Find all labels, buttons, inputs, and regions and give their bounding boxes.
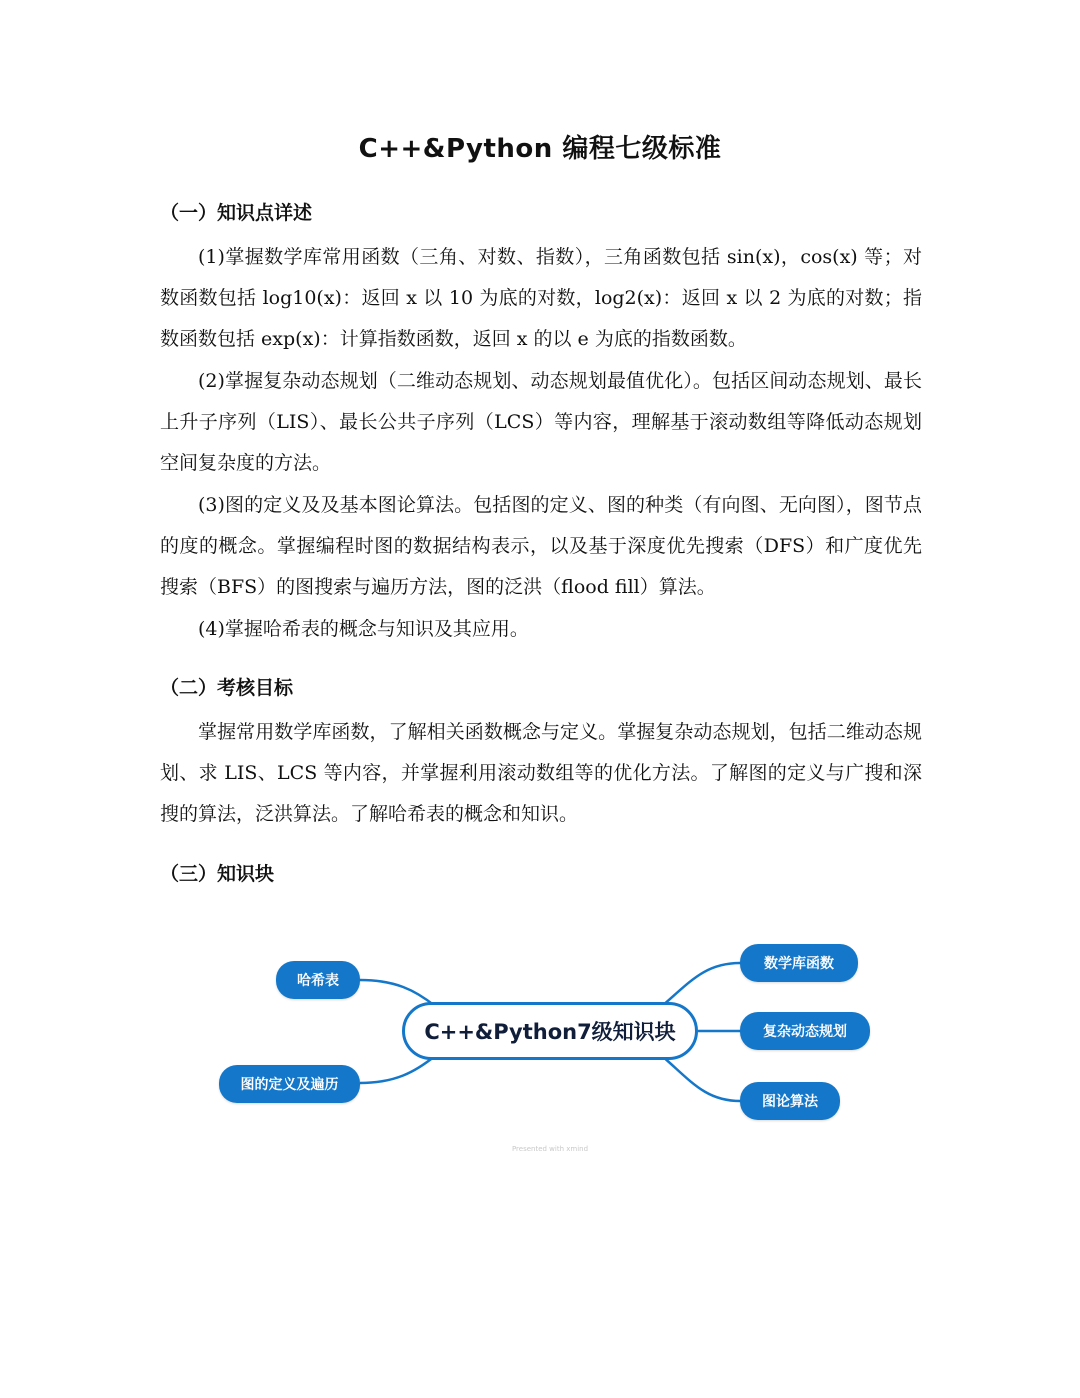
page-title: C++&Python 编程七级标准 <box>358 134 722 164</box>
knowledge-item-1-text: (1)掌握数学库常用函数（三角、对数、指数），三角函数包括 sin(x)，cos(x) 等；对数函数包括 log10(x)：返回 x 以 10 为底的对数，log2(x)：返回 x 以 2 为底的对数；指数函数包括 exp(x)：计算指数函数，返回 x 的以 e 为底的指数函数。 <box>160 246 922 350</box>
assessment-goals-text: 掌握常用数学库函数，了解相关函数概念与定义。掌握复杂动态规划，包括二维动态规划、求 LIS、LCS 等内容，并掌握利用滚动数组等的优化方法。了解图的定义与广搜和深搜的算法，泛洪算法。了解哈希表的概念和知识。 <box>160 721 922 825</box>
connector-math-library <box>662 963 740 1006</box>
node-center-knowledge-blocks: C++&Python7级知识块 <box>402 1002 698 1060</box>
xmind-watermark: Presented with xmind <box>511 1145 589 1153</box>
node-complex-dynamic-programming: 复杂动态规划 <box>740 1012 870 1050</box>
mind-map <box>200 920 900 1170</box>
knowledge-item-2 <box>160 361 922 484</box>
section-heading-knowledge-points: （一）知识点详述 <box>160 202 313 224</box>
connector-graph-traversal <box>360 1056 435 1083</box>
node-graph-definition-traversal: 图的定义及遍历 <box>219 1065 360 1103</box>
node-hash-table: 哈希表 <box>276 961 360 999</box>
knowledge-item-3-text: (3)图的定义及及基本图论算法。包括图的定义、图的种类（有向图、无向图），图节点的度的概念。掌握编程时图的数据结构表示，以及基于深度优先搜索（DFS）和广度优先搜索（BFS）的图搜索与遍历方法，图的泛洪（flood fill）算法。 <box>160 494 922 598</box>
knowledge-item-4-text: (4)掌握哈希表的概念与知识及其应用。 <box>198 618 529 640</box>
knowledge-item-4 <box>160 609 922 650</box>
connector-graph-algorithms <box>662 1056 740 1101</box>
node-graph-algorithms: 图论算法 <box>740 1082 840 1120</box>
node-math-library-functions: 数学库函数 <box>740 944 858 982</box>
knowledge-item-3 <box>160 485 922 608</box>
knowledge-item-2-text: (2)掌握复杂动态规划（二维动态规划、动态规划最值优化）。包括区间动态规划、最长上升子序列（LIS）、最长公共子序列（LCS）等内容，理解基于滚动数组等降低动态规划空间复杂度的方法。 <box>160 370 922 474</box>
section-heading-assessment-goals: （二）考核目标 <box>160 677 294 699</box>
knowledge-item-1 <box>160 237 922 360</box>
section-heading-knowledge-blocks: （三）知识块 <box>160 863 275 885</box>
assessment-goals-paragraph <box>160 712 922 835</box>
